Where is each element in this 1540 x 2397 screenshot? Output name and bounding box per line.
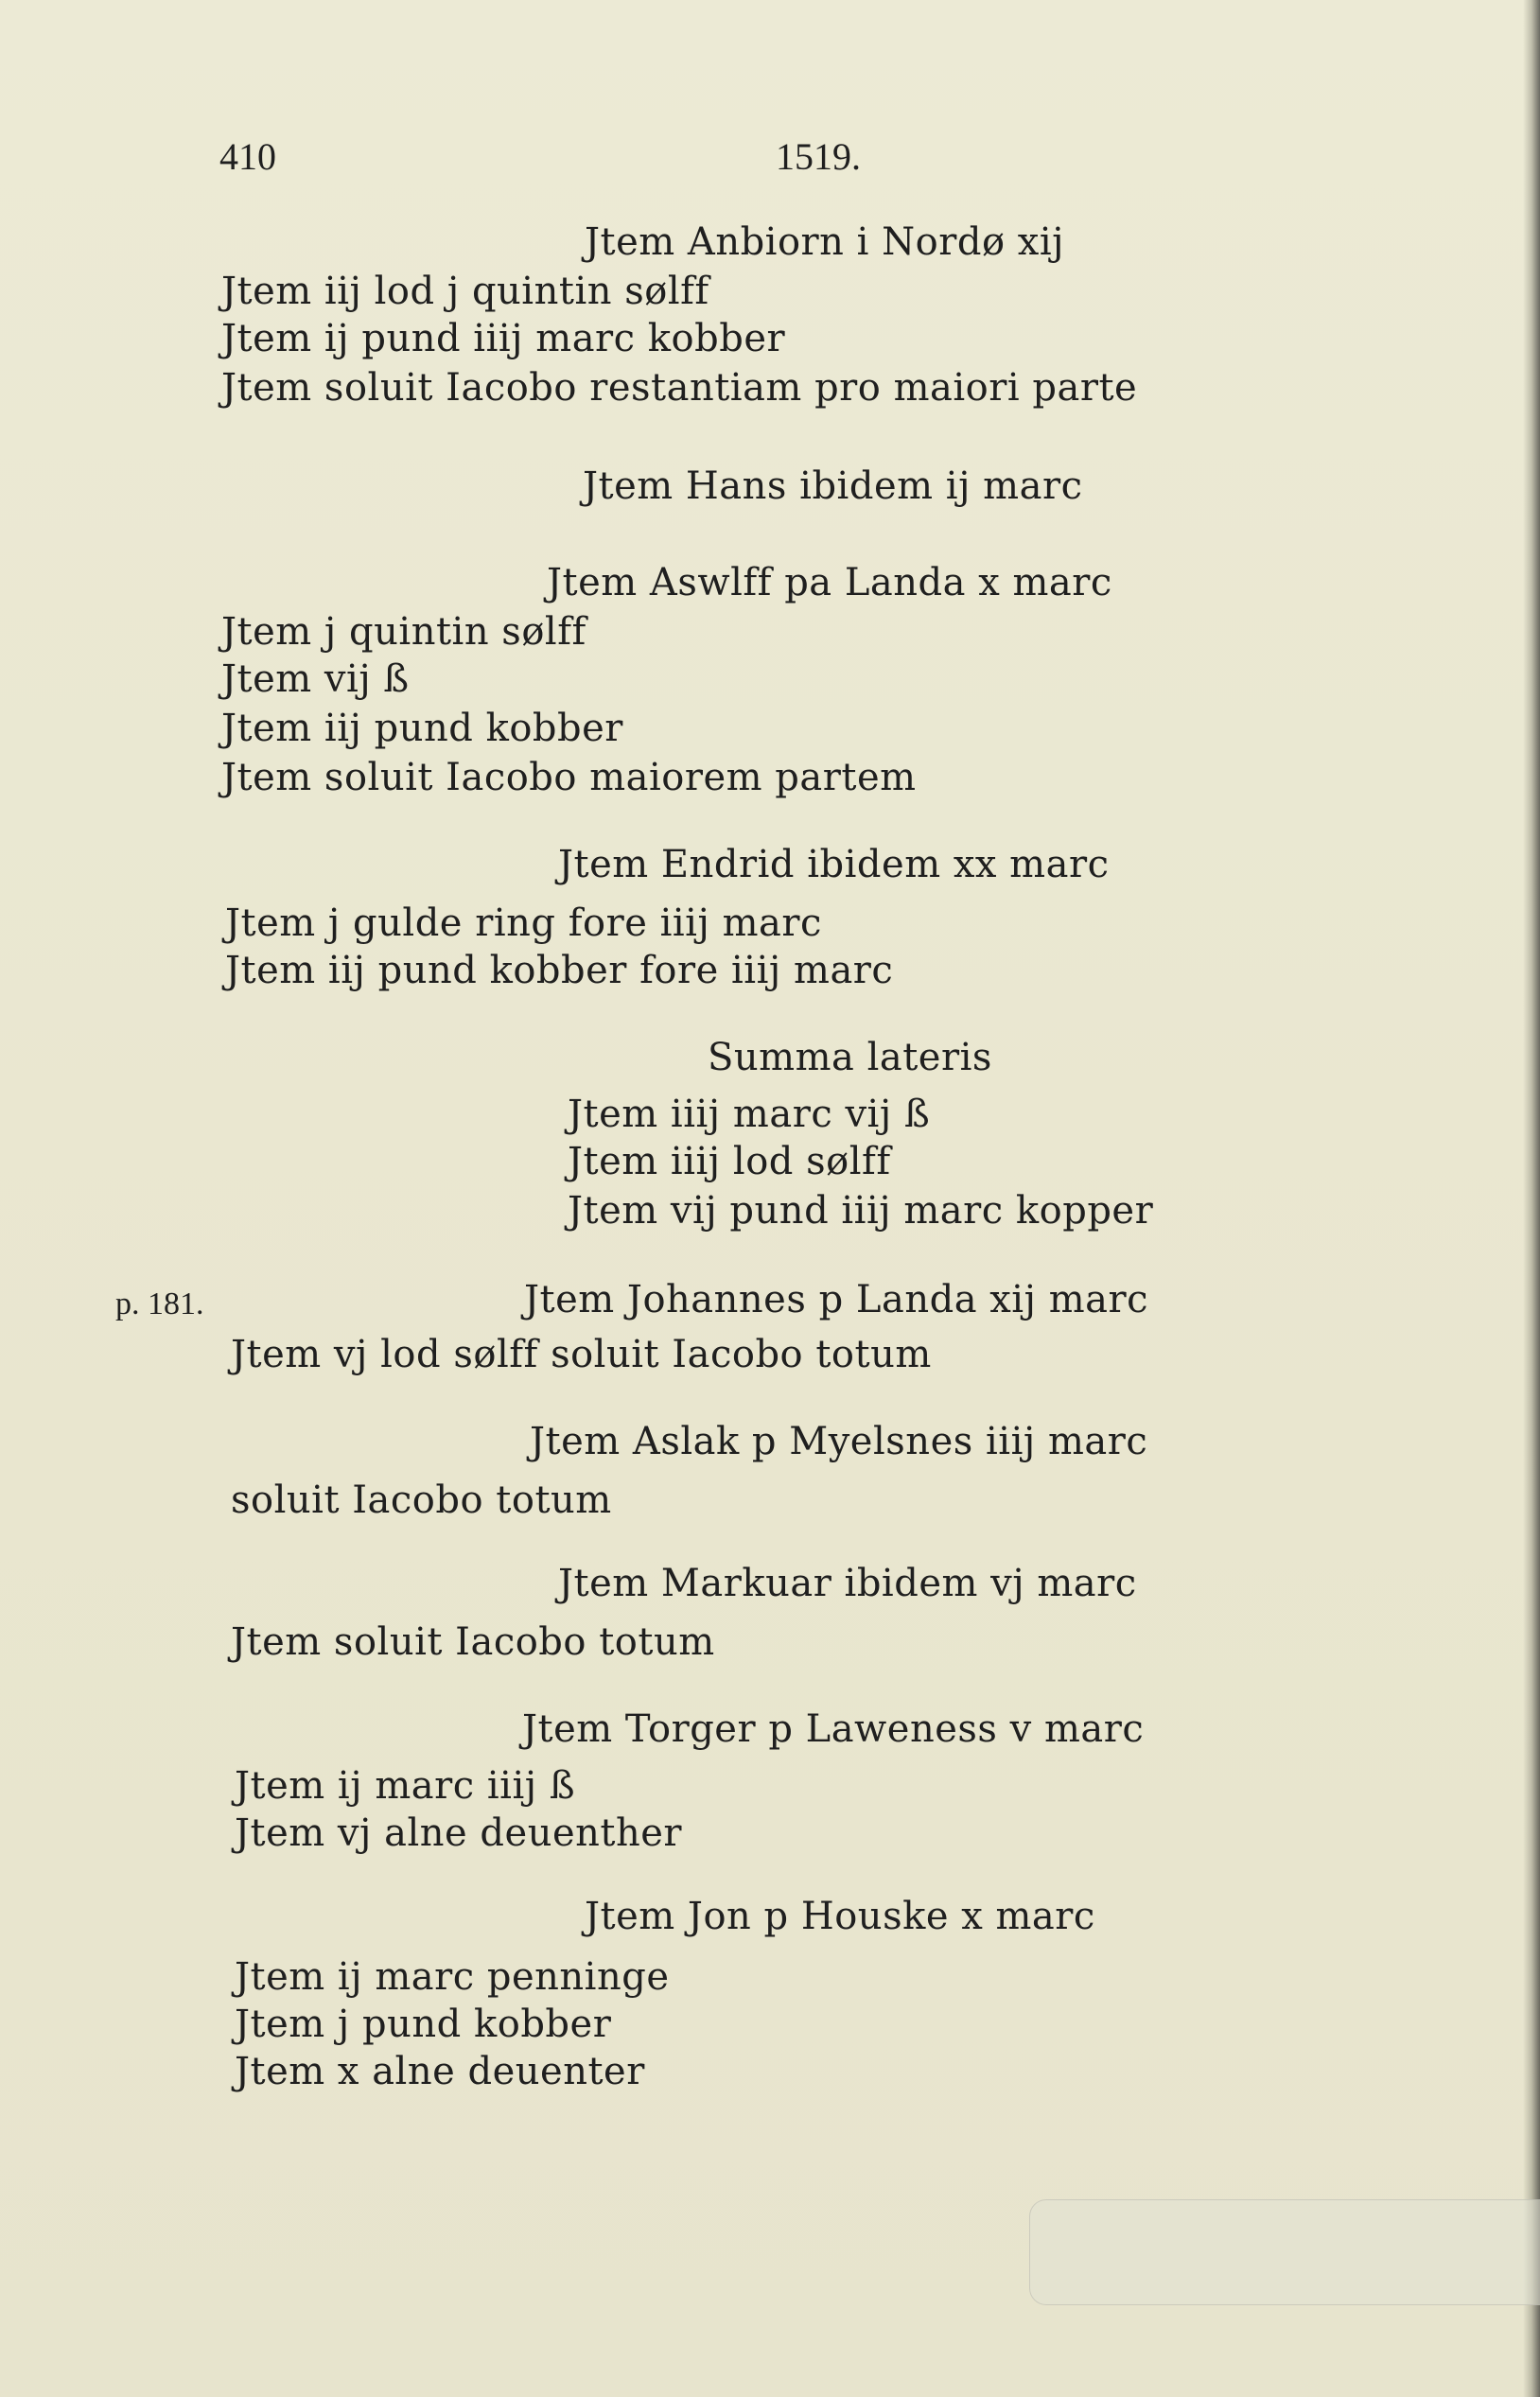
entry-line: Jtem iij pund kobber fore iiij marc [225,949,894,992]
binding-edge [1523,0,1540,2397]
entry-line: Jtem vj lod sølff soluit Iacobo totum [231,1333,932,1376]
entry-heading: Jtem Markuar ibidem vj marc [558,1562,1137,1605]
entry-line: Jtem j gulde ring fore iiij marc [225,901,822,945]
entry-line: Jtem j quintin sølff [221,610,586,654]
summa-line: Jtem iiij lod sølff [568,1140,891,1183]
margin-note: p. 181. [115,1286,204,1321]
entry-line: Jtem soluit Iacobo totum [231,1620,715,1664]
entry-heading: Jtem Johannes p Landa xij marc [524,1278,1149,1321]
entry-line: Jtem iij pund kobber [221,707,623,750]
year-heading: 1519. [776,135,861,178]
entry-heading: Jtem Jon p Houske x marc [585,1895,1095,1938]
entry-line: Jtem vij ß [221,657,410,701]
entry-line: Jtem x alne deuenter [235,2050,645,2093]
entry-line: Jtem vj alne deuenther [235,1811,683,1855]
entry-heading: Jtem Endrid ibidem xx marc [558,843,1110,886]
entry-line: Jtem ij pund iiij marc kobber [221,317,786,360]
entry-line: Jtem iij lod j quintin sølff [221,270,709,313]
entry-line: Jtem j pund kobber [235,2003,612,2046]
entry-line: Jtem soluit Iacobo restantiam pro maiori parte [221,366,1138,410]
entry-line: Jtem soluit Iacobo maiorem partem [221,756,917,799]
entry-line: Jtem ij marc iiij ß [235,1764,576,1808]
summa-heading: Summa lateris [708,1036,992,1079]
paper-corner-fold [1029,2199,1540,2305]
summa-line: Jtem iiij marc vij ß [568,1093,931,1136]
entry-heading: Jtem Aswlff pa Landa x marc [547,561,1112,604]
summa-line: Jtem vij pund iiij marc kopper [568,1189,1154,1233]
page-number: 410 [219,135,276,178]
entry-line: soluit Iacobo totum [231,1478,612,1522]
entry-heading: Jtem Aslak p Myelsnes iiij marc [530,1420,1148,1463]
entry-heading: Jtem Hans ibidem ij marc [583,464,1083,508]
entry-heading: Jtem Torger p Laweness v marc [522,1707,1145,1751]
entry-line: Jtem ij marc penninge [235,1955,670,1999]
entry-heading: Jtem Anbiorn i Nordø xij [585,220,1065,264]
